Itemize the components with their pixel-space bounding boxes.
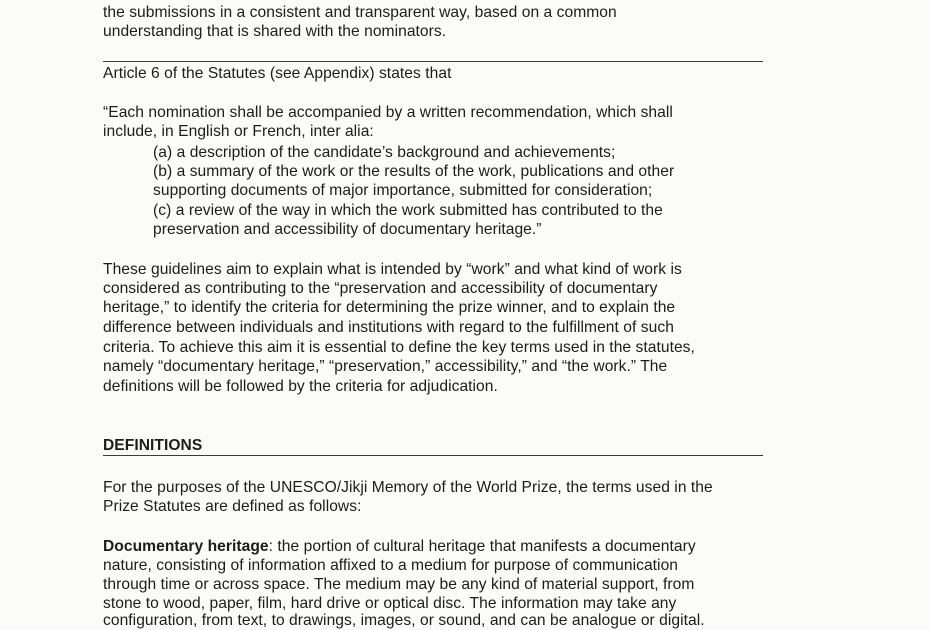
guidelines-line-3: heritage,” to identify the criteria for determining the prize winner, and to explain the <box>103 299 676 316</box>
guidelines-line-2: considered as contributing to the “preservation and accessibility of documentary <box>103 280 658 297</box>
heading-underline <box>103 455 763 456</box>
definitions-intro-line-1: For the purposes of the UNESCO/Jikji Memory of the World Prize, the terms used in the <box>103 479 713 496</box>
definitions-intro-line-2: Prize Statutes are defined as follows: <box>103 498 362 515</box>
list-item-b-line-2: supporting documents of major importance, submitted for consideration; <box>153 182 653 199</box>
term-documentary-heritage: Documentary heritage <box>103 538 269 555</box>
article-6-lead: Article 6 of the Statutes (see Appendix) states that <box>103 65 452 82</box>
definitions-heading: DEFINITIONS <box>103 437 203 454</box>
quote-line-2: include, in English or French, inter alia: <box>103 123 374 140</box>
list-item-a: (a) a description of the candidate’s background and achievements; <box>153 144 616 161</box>
definition-line-2: nature, consisting of information affixed to a medium for purpose of communication <box>103 557 679 574</box>
guidelines-line-5: criteria. To achieve this aim it is essential to define the key terms used in the statutes, <box>103 339 695 356</box>
intro-line-2: understanding that is shared with the nominators. <box>103 23 447 40</box>
guidelines-line-7: definitions will be followed by the criteria for adjudication. <box>103 378 498 395</box>
guidelines-line-4: difference between individuals and institutions with regard to the fulfillment of such <box>103 319 674 336</box>
definition-line-4: stone to wood, paper, film, hard drive or optical disc. The information may take any <box>103 595 677 612</box>
intro-line-1: the submissions in a consistent and transparent way, based on a common <box>103 4 617 21</box>
quote-line-1: “Each nomination shall be accompanied by a written recommendation, which shall <box>103 104 673 121</box>
definition-line-5: configuration, from text, to drawings, images, or sound, and can be analogue or digital. <box>103 612 705 629</box>
definition-line-3: through time or across space. The medium may be any kind of material support, from <box>103 576 695 593</box>
list-item-c-line-2: preservation and accessibility of documentary heritage.” <box>153 221 542 238</box>
definition-text-1: : the portion of cultural heritage that manifests a documentary <box>268 538 696 555</box>
list-item-b-line-1: (b) a summary of the work or the results of the work, publications and other <box>153 163 675 180</box>
guidelines-line-1: These guidelines aim to explain what is intended by “work” and what kind of work is <box>103 261 682 278</box>
list-item-c-line-1: (c) a review of the way in which the work submitted has contributed to the <box>153 202 663 219</box>
guidelines-line-6: namely “documentary heritage,” “preservation,” accessibility,” and “the work.” The <box>103 358 668 375</box>
definition-line-1 <box>103 537 696 556</box>
section-divider <box>103 61 763 62</box>
